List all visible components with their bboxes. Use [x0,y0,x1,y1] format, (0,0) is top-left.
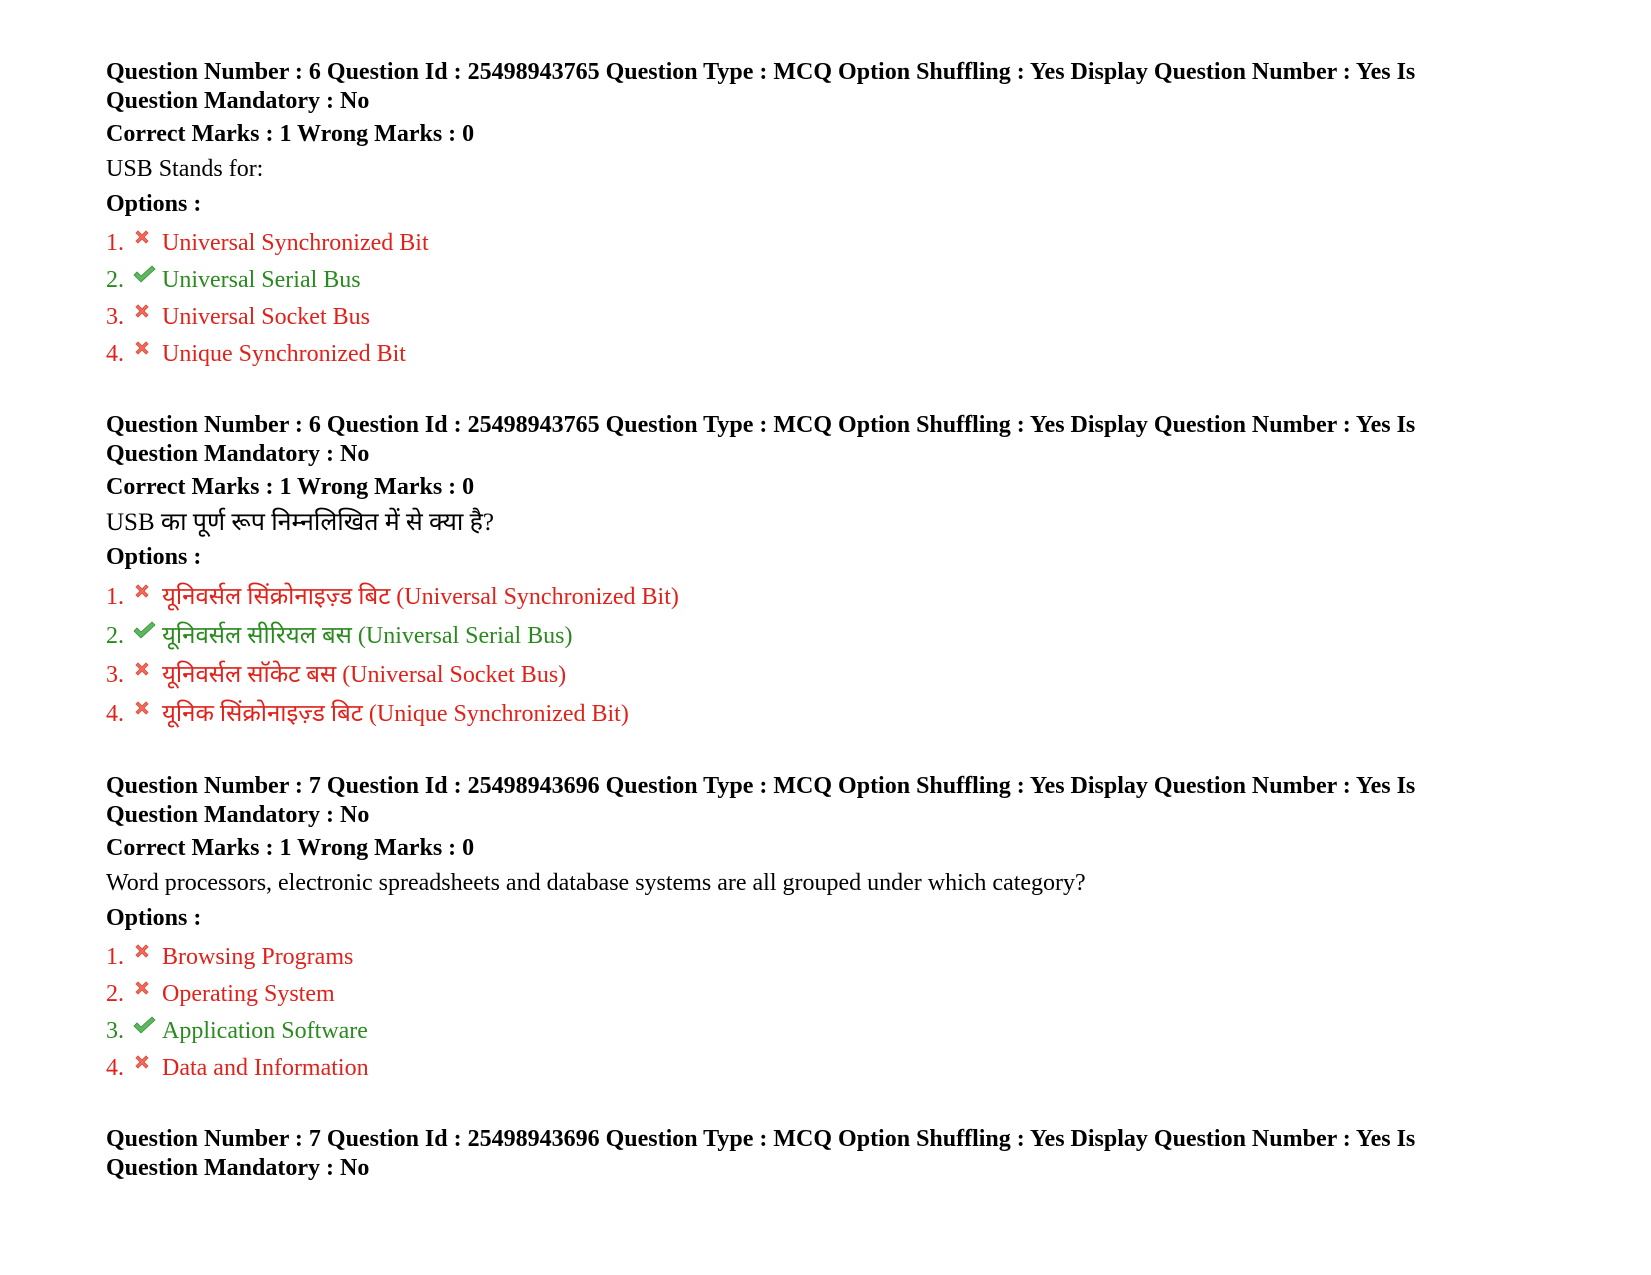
check-icon [132,619,162,643]
question-header-line1: Question Number : 6 Question Id : 25498943765 Question Type : MCQ Option Shuffling : Yes Display Question Number : Yes Is [106,59,1416,85]
option-number: 4. [106,701,124,727]
question-header-line1: Question Number : 6 Question Id : 25498943765 Question Type : MCQ Option Shuffling : Yes Display Question Number : Yes Is [106,412,1416,438]
question-block [106,58,1526,373]
cross-icon [132,977,162,1001]
marks-line: Correct Marks : 1 Wrong Marks : 0 [106,121,475,147]
options-list [106,225,1526,373]
check-icon [132,1014,162,1038]
cross-icon [132,940,162,964]
question-header-line1: Question Number : 7 Question Id : 25498943696 Question Type : MCQ Option Shuffling : Yes Display Question Number : Yes Is [106,1126,1416,1152]
option-label: यूनिक सिंक्रोनाइज़्ड बिट (Unique Synchronized Bit) [162,701,629,727]
option-item [106,1050,1526,1087]
option-number: 3. [106,304,124,330]
option-item [106,939,1526,976]
cross-icon [132,226,162,250]
question-paper [106,58,1526,1221]
question-header-line1: Question Number : 7 Question Id : 25498943696 Question Type : MCQ Option Shuffling : Yes Display Question Number : Yes Is [106,773,1416,799]
option-number: 1. [106,230,124,256]
options-label: Options : [106,905,202,931]
option-number: 1. [106,944,124,970]
option-item [106,336,1526,373]
question-header-line2: Question Mandatory : No [106,802,370,828]
option-label: Universal Serial Bus [162,267,361,293]
option-item [106,299,1526,336]
option-item [106,578,1526,617]
option-label: यूनिवर्सल सिंक्रोनाइज़्ड बिट (Universal Synchronized Bit) [162,584,679,610]
cross-icon [132,580,162,604]
option-label: यूनिवर्सल सॉकेट बस (Universal Socket Bus) [162,662,567,688]
cross-icon [132,697,162,721]
question-header-line2: Question Mandatory : No [106,441,370,467]
option-number: 2. [106,623,124,649]
option-item [106,695,1526,734]
marks-line: Correct Marks : 1 Wrong Marks : 0 [106,835,475,861]
option-label: Application Software [162,1018,368,1044]
question-text: USB का पूर्ण रूप निम्नलिखित में से क्या है? [106,509,495,536]
option-label: Browsing Programs [162,944,354,970]
option-number: 2. [106,981,124,1007]
option-label: यूनिवर्सल सीरियल बस (Universal Serial Bus) [162,623,573,649]
options-label: Options : [106,191,202,217]
option-item [106,262,1526,299]
option-number: 3. [106,662,124,688]
option-item [106,617,1526,656]
cross-icon [132,300,162,324]
question-header-line2: Question Mandatory : No [106,88,370,114]
options-list [106,939,1526,1087]
option-label: Unique Synchronized Bit [162,341,406,367]
option-number: 2. [106,267,124,293]
option-item [106,656,1526,695]
question-block [106,772,1526,1087]
check-icon [132,263,162,287]
cross-icon [132,1051,162,1075]
options-list [106,578,1526,734]
question-text: Word processors, electronic spreadsheets and database systems are all grouped under which category? [106,870,1086,896]
question-header-line2: Question Mandatory : No [106,1155,370,1181]
option-number: 4. [106,341,124,367]
marks-line: Correct Marks : 1 Wrong Marks : 0 [106,474,475,500]
cross-icon [132,658,162,682]
question-block [106,1125,1526,1183]
option-label: Data and Information [162,1055,369,1081]
options-label: Options : [106,544,202,570]
option-item [106,976,1526,1013]
option-number: 3. [106,1018,124,1044]
cross-icon [132,337,162,361]
option-label: Operating System [162,981,335,1007]
question-block [106,411,1526,734]
option-label: Universal Synchronized Bit [162,230,429,256]
question-text: USB Stands for: [106,156,264,182]
option-item [106,1013,1526,1050]
option-item [106,225,1526,262]
option-label: Universal Socket Bus [162,304,370,330]
option-number: 1. [106,584,124,610]
option-number: 4. [106,1055,124,1081]
